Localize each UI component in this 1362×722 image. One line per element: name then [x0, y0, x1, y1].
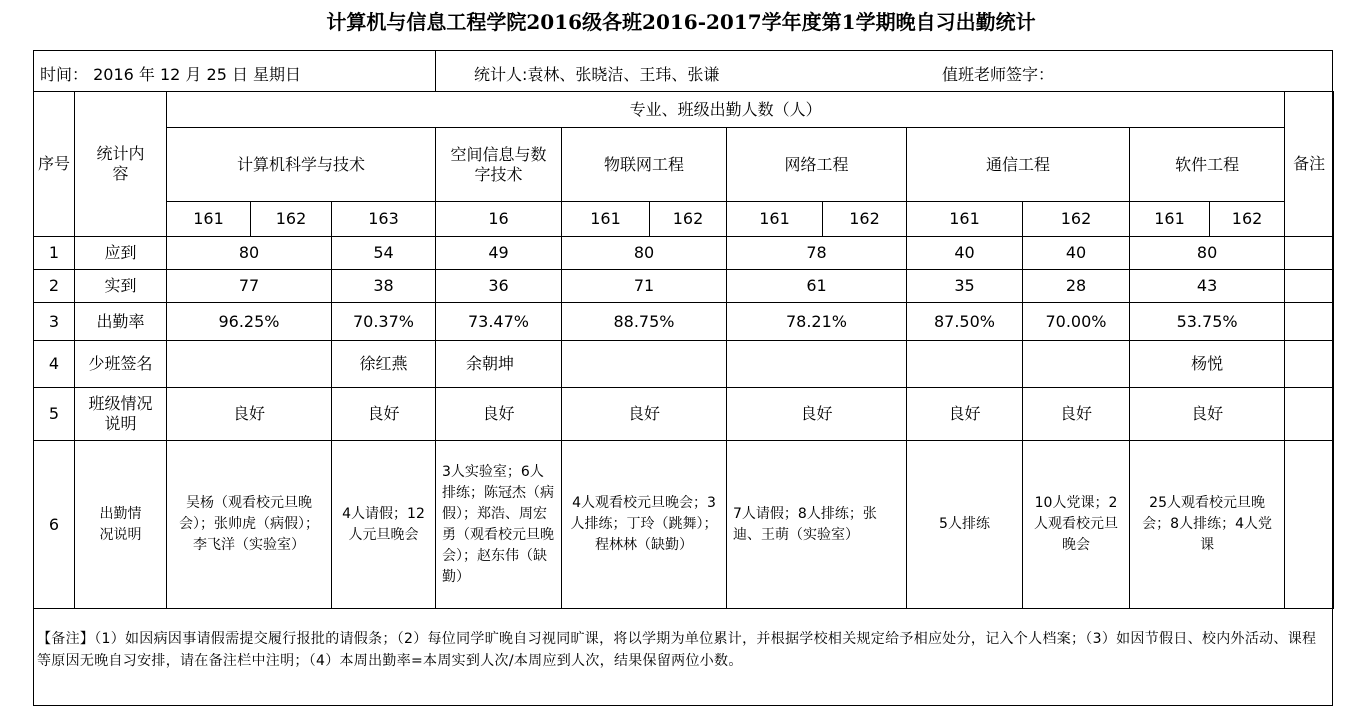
value-cell: 4人请假；12人元旦晚会 [332, 441, 436, 609]
table-row [34, 270, 1334, 303]
group-header: 专业、班级出勤人数（人） [167, 92, 1285, 128]
value-cell [1023, 341, 1130, 388]
value-cell: 余朝坤 [436, 341, 562, 388]
row-label: 班级情况说明 [75, 388, 167, 441]
class-cell: 161 [727, 202, 823, 237]
header-row-majors [34, 128, 1334, 202]
value-cell: 25人观看校元旦晚会；8人排练；4人党课 [1130, 441, 1285, 609]
class-cell: 162 [251, 202, 332, 237]
value-cell: 良好 [727, 388, 907, 441]
value-cell: 良好 [562, 388, 727, 441]
value-cell: 吴杨（观看校元旦晚会）；张帅虎（病假）；李飞洋（实验室） [167, 441, 332, 609]
remark-cell [1285, 388, 1334, 441]
class-cell: 161 [1130, 202, 1210, 237]
table-row [34, 388, 1334, 441]
value-cell: 80 [167, 237, 332, 270]
value-cell: 77 [167, 270, 332, 303]
major-comm: 通信工程 [907, 128, 1130, 202]
value-cell: 70.00% [1023, 303, 1130, 341]
header-row-classes [34, 202, 1334, 237]
row-number: 4 [34, 341, 75, 388]
seq-header: 序号 [34, 92, 75, 237]
value-cell: 良好 [167, 388, 332, 441]
info-divider [435, 51, 436, 91]
teacher-signature-label: 值班老师签字： [942, 65, 1055, 84]
table-row [34, 341, 1334, 388]
value-cell: 杨悦 [1130, 341, 1285, 388]
remark-cell [1285, 270, 1334, 303]
value-cell: 10人党课；2人观看校元旦晚会 [1023, 441, 1130, 609]
class-cell: 162 [1023, 202, 1130, 237]
row-number: 6 [34, 441, 75, 609]
value-cell: 良好 [907, 388, 1023, 441]
value-cell: 49 [436, 237, 562, 270]
value-cell: 80 [1130, 237, 1285, 270]
value-cell [907, 341, 1023, 388]
value-cell: 40 [907, 237, 1023, 270]
value-cell: 36 [436, 270, 562, 303]
value-cell [727, 341, 907, 388]
class-cell: 162 [1210, 202, 1285, 237]
remark-cell [1285, 341, 1334, 388]
value-cell: 良好 [436, 388, 562, 441]
row-label: 出勤率 [75, 303, 167, 341]
statistician-info: 统计人:袁林、张晓洁、王玮、张谦 [474, 65, 720, 84]
value-cell: 71 [562, 270, 727, 303]
info-bar [33, 50, 1333, 92]
remark-cell [1285, 237, 1334, 270]
value-cell: 5人排练 [907, 441, 1023, 609]
date-info: 时间： 2016 年 12 月 25 日 星期日 [40, 65, 302, 84]
header-row-1 [34, 92, 1334, 128]
class-cell: 162 [823, 202, 907, 237]
value-cell [167, 341, 332, 388]
table-row [34, 303, 1334, 341]
content-header: 统计内容 [75, 92, 167, 237]
value-cell: 78.21% [727, 303, 907, 341]
value-cell: 73.47% [436, 303, 562, 341]
remark-cell [1285, 441, 1334, 609]
class-cell: 162 [650, 202, 727, 237]
row-label: 应到 [75, 237, 167, 270]
row-number: 1 [34, 237, 75, 270]
major-iot: 物联网工程 [562, 128, 727, 202]
value-cell: 徐红燕 [332, 341, 436, 388]
value-cell: 良好 [1130, 388, 1285, 441]
value-cell: 35 [907, 270, 1023, 303]
class-cell: 163 [332, 202, 436, 237]
value-cell: 70.37% [332, 303, 436, 341]
value-cell [562, 341, 727, 388]
major-software: 软件工程 [1130, 128, 1285, 202]
class-cell: 161 [562, 202, 650, 237]
value-cell: 88.75% [562, 303, 727, 341]
value-cell: 80 [562, 237, 727, 270]
table-row [34, 441, 1334, 609]
major-spatial: 空间信息与数字技术 [436, 128, 562, 202]
value-cell: 87.50% [907, 303, 1023, 341]
value-cell: 良好 [332, 388, 436, 441]
class-cell: 161 [167, 202, 251, 237]
value-cell: 78 [727, 237, 907, 270]
value-cell: 良好 [1023, 388, 1130, 441]
major-cs: 计算机科学与技术 [167, 128, 436, 202]
value-cell: 96.25% [167, 303, 332, 341]
row-number: 2 [34, 270, 75, 303]
value-cell: 40 [1023, 237, 1130, 270]
major-network: 网络工程 [727, 128, 907, 202]
value-cell: 54 [332, 237, 436, 270]
row-label: 实到 [75, 270, 167, 303]
document-title: 计算机与信息工程学院2016级各班2016-2017学年度第1学期晚自习出勤统计 [326, 10, 1036, 34]
class-cell: 161 [907, 202, 1023, 237]
attendance-table [33, 91, 1334, 609]
value-cell: 28 [1023, 270, 1130, 303]
remark-cell [1285, 303, 1334, 341]
remark-header: 备注 [1285, 92, 1334, 237]
value-cell: 43 [1130, 270, 1285, 303]
row-number: 5 [34, 388, 75, 441]
row-label: 少班签名 [75, 341, 167, 388]
value-cell: 38 [332, 270, 436, 303]
value-cell: 4人观看校元旦晚会；3人排练；丁玲（跳舞）；程林林（缺勤） [562, 441, 727, 609]
row-label: 出勤情况说明 [75, 441, 167, 609]
table-row [34, 237, 1334, 270]
value-cell: 3人实验室；6人排练；陈冠杰（病假）；郑浩、周宏勇（观看校元旦晚会）；赵东伟（缺勤） [436, 441, 562, 609]
value-cell: 53.75% [1130, 303, 1285, 341]
footnote-remarks: 【备注】（1）如因病因事请假需提交履行报批的请假条；（2）每位同学旷晚自习视同旷课，将以学期为单位累计，并根据学校相关规定给予相应处分，记入个人档案；（3）如因节假日、校内外活动、课程等原因无晚自习安排，请在备注栏中注明；（4）本周出勤率=本周实到人次/本周应到人次，结果保留两位小数。 [37, 631, 1317, 669]
value-cell: 7人请假；8人排练；张迪、王萌（实验室） [727, 441, 907, 609]
row-number: 3 [34, 303, 75, 341]
class-cell: 16 [436, 202, 562, 237]
value-cell: 61 [727, 270, 907, 303]
